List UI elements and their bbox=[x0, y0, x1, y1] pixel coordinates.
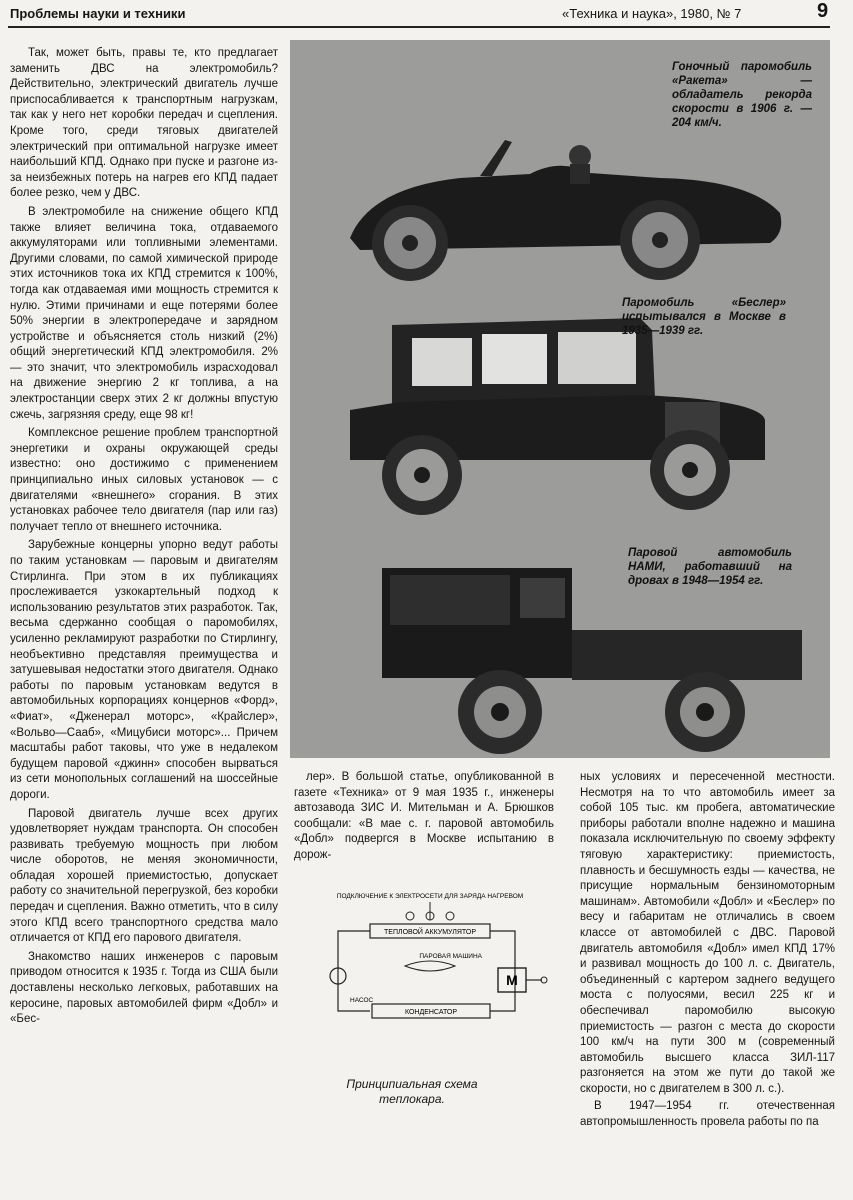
paragraph: В электромобиле на снижение общего КПД также влияет величина тока, отдаваемого аккумуляторами или топливными элементами. Другими словами, по самой химической природе этих источников тока их КПД стремится к 100%, тогда как отдаваемая ими мощность стремится к нулю. Этими причинами и еще потерями более 50% энергии в электропередаче и зарядном устройстве и объясняется столь низкий (2%) общий энергетический КПД электромобиля. 2% — это значит, что электромобиль израсходовал на движение энергию 2 кг топлива, а на электростанции сверх этих 2 кг должны впустую сжечь, загрязняя среду, еще 98 кг! bbox=[10, 205, 278, 421]
photo-caption-besler: Паромобиль «Беслер» испытывался в Москве в 1935—1939 гг. bbox=[622, 297, 786, 337]
paragraph: Комплексное решение проблем транспортной энергетики и охраны окружающей среды известно: оно достижимо с применением принципиально иных силовых установок — с двигателями «внешнего» сгорания. В этих установках рабочее тело двигателя (пар или газ) получает тепло от внешнего источника. bbox=[10, 427, 278, 533]
paragraph: В 1947—1954 гг. отечественная автопромышленность провела работы по па bbox=[580, 1100, 835, 1129]
header-rule bbox=[8, 26, 830, 28]
photo-collage bbox=[290, 40, 830, 758]
motor-symbol: M bbox=[506, 972, 518, 988]
header-journal: «Техника и наука», 1980, № 7 bbox=[562, 6, 742, 21]
schematic-caption: Принципиальная схема теплокара. bbox=[346, 1077, 478, 1106]
racing-steam-car-photo bbox=[330, 118, 800, 298]
pump-label: НАСОС bbox=[350, 997, 374, 1004]
condenser-label: КОНДЕНСАТОР bbox=[404, 1009, 458, 1016]
paragraph: Зарубежные концерны упорно ведут работы по таким установкам — паровым и двигателям Стирлинга. При этом в их публикациях прослеживается узкокартельный подход к использованию результатов этих разработок. Так, весьма сдержанно сообщая о паромобилях, усиленно рекламируют разработки по Стирлингу, необъективно представляя преимущества и затушевывая недостатки этого двигателя. Однако работы по паровым установкам ведутся в автомобильных корпорациях концернов «Форд», «Фиат», «Дженерал моторс», «Крайслер», «Вольво—Сааб», «Мицубиси моторс»... Причем масштабы работ таковы, что уже в недалеком будущем паровой «джинн» способен вырваться из сети монопольных соглашений на шоссейные дороги. bbox=[10, 539, 278, 801]
schematic-title: ПОДКЛЮЧЕНИЕ К ЭЛЕКТРОСЕТИ ДЛЯ ЗАРЯДА НАГРЕВОМ bbox=[336, 893, 524, 900]
photo-caption-raketa: Гоночный паромобиль «Ракета» — обладатель рекорда скорости в 1906 г. — 204 км/ч. bbox=[672, 61, 812, 129]
paragraph: Паровой двигатель лучше всех других удовлетворяет нуждам транспорта. Он способен развивать требуемую мощность при любом числе оборотов, не меняя экономичности, обладая хорошей приемистостью, допускает работу со значительной перегрузкой, без коробки передач и сцепления. Важно отметить, что в силу этого КПД всего транспортного средства мало отличается от КПД его парового двигателя. bbox=[10, 807, 278, 945]
paragraph: лер». В большой статье, опубликованной в газете «Техника» от 9 мая 1935 г., инженеры автозавода ЗИС И. Мительман и А. Брюшков сообщали: «В мае с. г. паровой автомобиль «Добл» подвергся в Москве испытанию в дорож- bbox=[294, 771, 554, 861]
fan-icon bbox=[405, 961, 455, 971]
steam-engine-label: ПАРОВАЯ МАШИНА bbox=[419, 953, 482, 960]
page-number: 9 bbox=[817, 0, 829, 22]
column-2 bbox=[294, 770, 554, 864]
header-section: Проблемы науки и техники bbox=[10, 6, 186, 21]
besler-sedan-photo bbox=[340, 310, 770, 525]
column-1 bbox=[10, 46, 278, 1028]
column-3 bbox=[580, 770, 835, 1131]
paragraph: Знакомство наших инженеров с паровым приводом относится к 1935 г. Тогда из США были доставлены несколько легковых, работавших на керосине, паровых автомобилей фирм «Добл» и «Бес- bbox=[10, 950, 278, 1026]
accumulator-label: ТЕПЛОВОЙ АККУМУЛЯТОР bbox=[384, 929, 476, 936]
paragraph: ных условиях и пересеченной местности. Несмотря на то что автомобиль имеет за собой 105 тыс. км пробега, автоматические приборы работали вполне надежно и машина показала исключительную по своему эффекту тяговую характеристику: приемистость, плавность и бесшумность езды — качества, не присущие нормальным бензиномоторным машинам». Автомобили «Добл» и «Беслер» по весу и габаритам не отличались в своем классе от автомобилей с ДВС. Паровой двигатель автомобиля «Добл» имел КПД 17% и развивал мощность до 100 л. с. Двигатель, объединенный с картером заднего ведущего моста с полуосями, весил 225 кг и обеспечивал паромобилю высокую приемистость — разгон с места до скорости 100 км/ч на пути 300 м (современный автомобиль высшего класса ЗИЛ-117 разгоняется на этом же пути до такой же скорости, но с двигателем в 300 л. с.). bbox=[580, 771, 835, 1095]
nami-steam-truck-photo bbox=[360, 560, 810, 755]
photo-caption-nami: Паровой автомобиль НАМИ, работавший на дровах в 1948—1954 гг. bbox=[628, 547, 792, 587]
paragraph: Так, может быть, правы те, кто предлагает заменить ДВС на электромобиль? Действительно, электрический двигатель лучше приспосабливается к транспортным нагрузкам, так как у него нет коробки передач и сцепления. Кроме того, среди тяговых двигателей электрический при оптимальной нагрузке имеет наибольший КПД. Однако при пуске и разгоне из-за неизбежных потерь на нагрев его КПД падает более резко, чем у ДВС. bbox=[10, 47, 278, 200]
heat-car-schematic bbox=[310, 886, 550, 1036]
